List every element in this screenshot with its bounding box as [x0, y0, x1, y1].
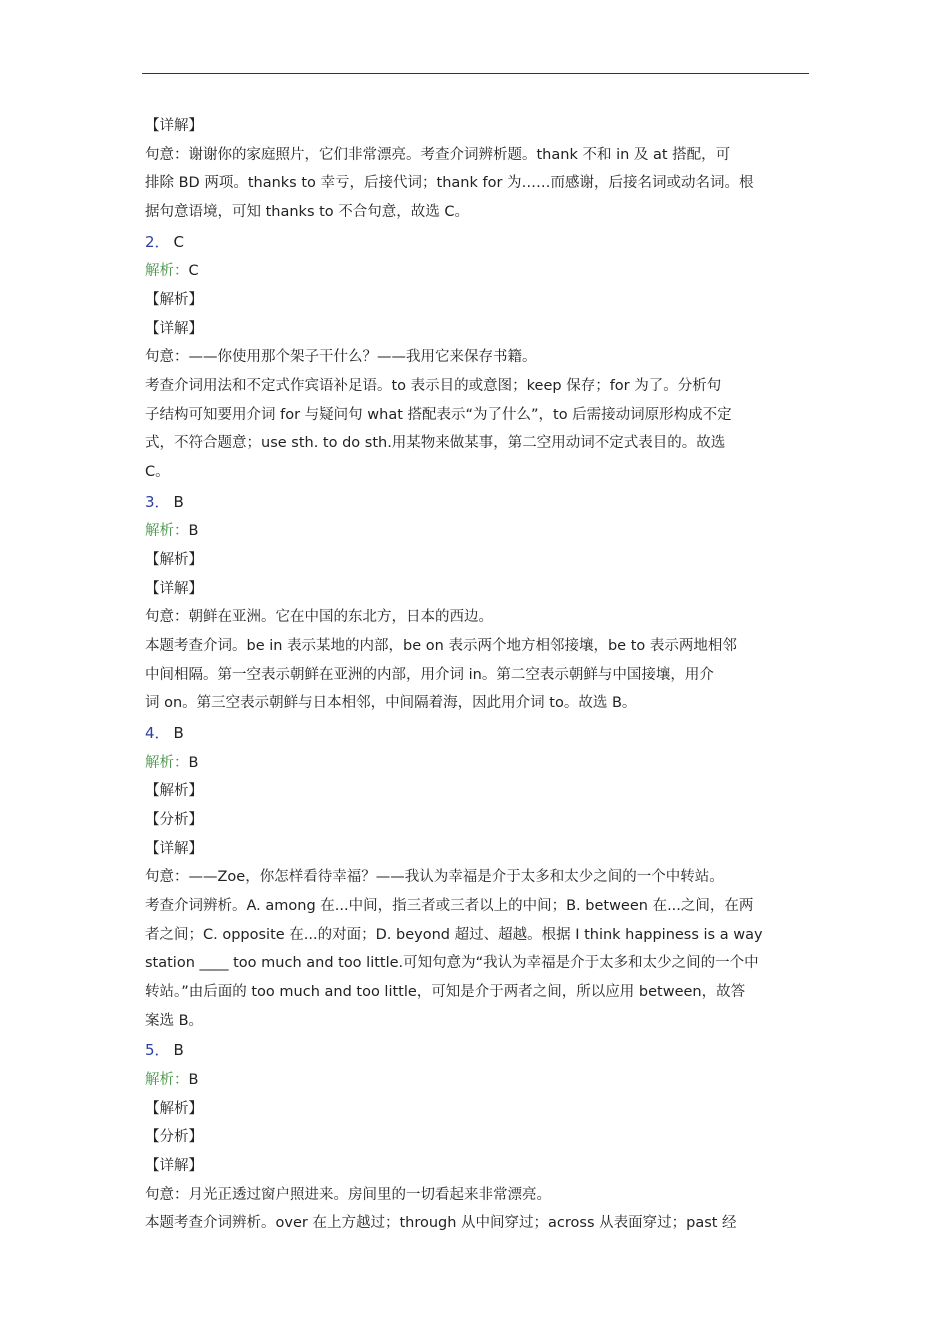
section-tag: 【分析】: [145, 811, 203, 828]
section-tag: 【解析】: [145, 291, 203, 308]
answer-letter: B: [173, 492, 184, 511]
detail-line: 转站。”由后面的 too much and too little，可知是介于两者之间，所以应用 between，故答: [145, 984, 746, 1001]
detail-label: 【详解】: [145, 118, 203, 134]
answer-letter: B: [173, 724, 184, 743]
question-number: 2． C: [145, 232, 185, 251]
jiexi-label: 解析：: [145, 523, 189, 540]
detail-line: 据句意语境，可知 thanks to 不合句意，故选 C。: [145, 204, 470, 221]
section-tag: 【解析】: [145, 783, 203, 800]
jiexi-value: B: [188, 523, 199, 540]
jiexi-value: B: [188, 1071, 199, 1088]
answer-letter: C: [173, 232, 185, 251]
question-number: 4． B: [145, 724, 184, 743]
section-tag: 【解析】: [145, 1100, 203, 1117]
detail-line: 句意：——你使用那个架子干什么？——我用它来保存书籍。: [145, 349, 537, 366]
detail-line: 中间相隔。第一空表示朝鲜在亚洲的内部，用介词 in。第二空表示朝鲜与中国接壤，用介: [145, 666, 714, 683]
jiexi-line: [145, 257, 805, 286]
detail-line: station ____ too much and too little.可知句意为“我认为幸福是介于太多和太少之间的一个中: [145, 955, 759, 972]
jiexi-label: 解析：: [145, 263, 189, 280]
detail-line: 式，不符合题意；use sth. to do sth.用某物来做某事，第二空用动词不定式表目的。故选: [145, 435, 726, 452]
answer-item-3: [145, 487, 805, 718]
answer-content: [145, 112, 805, 1238]
detail-line: 子结构可知要用介词 for 与疑问句 what 搭配表示“为了什么”，to 后需接动词原形构成不定: [145, 406, 732, 423]
answer-item-4: [145, 718, 805, 1035]
answer-item-1: [145, 112, 805, 227]
detail-line: 案选 B。: [145, 1012, 204, 1029]
jiexi-line: [145, 749, 805, 778]
header-rule: [142, 73, 809, 74]
section-tag: 【分析】: [145, 1129, 203, 1146]
detail-line: 句意：朝鲜在亚洲。它在中国的东北方，日本的西边。: [145, 609, 493, 626]
jiexi-value: B: [188, 754, 199, 771]
section-tag: 【详解】: [145, 580, 203, 597]
answer-letter: B: [173, 1041, 184, 1060]
detail-line: 词 on。第三空表示朝鲜与日本相邻，中间隔着海，因此用介词 to。故选 B。: [145, 695, 637, 712]
detail-line: 句意：月光正透过窗户照进来。房间里的一切看起来非常漂亮。: [145, 1186, 551, 1203]
jiexi-label: 解析：: [145, 1071, 189, 1088]
jiexi-value: C: [188, 263, 199, 280]
section-tag: 【详解】: [145, 840, 203, 857]
question-number: 5． B: [145, 1041, 184, 1060]
jiexi-line: [145, 517, 805, 546]
detail-line: 者之间；C. opposite 在...的对面；D. beyond 超过、超越。根据 I think happiness is a way: [145, 926, 763, 943]
detail-line: 考查介词辨析。A. among 在...中间，指三者或三者以上的中间；B. between 在...之间，在两: [145, 898, 754, 914]
answer-item-2: [145, 227, 805, 487]
section-tag: 【详解】: [145, 320, 203, 337]
detail-line: 排除 BD 两项。thanks to 幸亏，后接代词；thank for 为……而感谢，后接名词或动名词。根: [145, 175, 754, 192]
detail-line: C。: [145, 464, 170, 481]
detail-line: 考查介词用法和不定式作宾语补足语。to 表示目的或意图；keep 保存；for 为了。分析句: [145, 378, 722, 394]
detail-line: 本题考查介词辨析。over 在上方越过；through 从中间穿过；across 从表面穿过；past 经: [145, 1215, 737, 1232]
section-tag: 【详解】: [145, 1158, 203, 1174]
question-number: 3． B: [145, 492, 184, 511]
section-tag: 【解析】: [145, 551, 203, 568]
detail-line: 句意：——Zoe，你怎样看待幸福？——我认为幸福是介于太多和太少之间的一个中转站。: [145, 869, 724, 886]
jiexi-line: [145, 1066, 805, 1095]
jiexi-label: 解析：: [145, 754, 189, 771]
answer-item-5: [145, 1035, 805, 1238]
detail-line: 本题考查介词。be in 表示某地的内部，be on 表示两个地方相邻接壤，be to 表示两地相邻: [145, 638, 737, 654]
detail-line: 句意：谢谢你的家庭照片，它们非常漂亮。考查介词辨析题。thank 不和 in 及 at 搭配，可: [145, 146, 731, 163]
